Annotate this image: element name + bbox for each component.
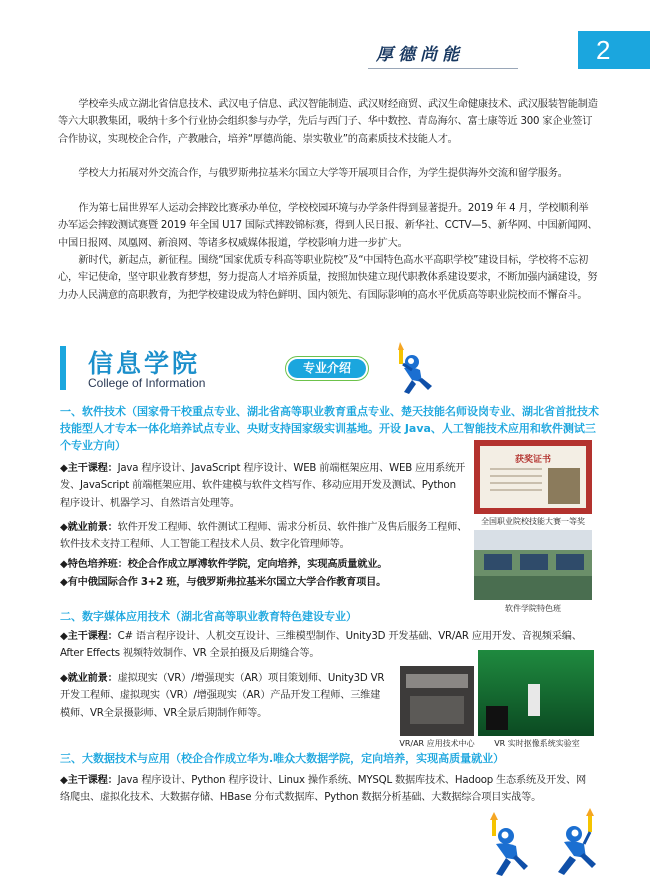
vr-ar-center-photo (400, 666, 474, 736)
major-intro-label: 专业介绍 (288, 359, 366, 378)
software-careers (60, 519, 468, 554)
intro-paragraph-2: 学校大力拓展对外交流合作，与俄罗斯弗拉基米尔国立大学等开展项目合作，为学生提供海外交流和留学服务。 (78, 168, 568, 179)
software-class-photo (474, 530, 592, 600)
digital-media-careers (60, 670, 390, 722)
page-number-tab: 2 (578, 31, 650, 69)
mascot-right-icon (540, 806, 610, 878)
motto-underline (368, 68, 518, 69)
item-text: 软件开发工程师、软件测试工程师、需求分析员、软件推广及售后服务工程师、软件技术支持工程师、人工智能工程技术人员、数字化管理师等。 (60, 522, 468, 551)
bullet-diamond: ◆ (60, 577, 68, 588)
item-label: 主干课程： (67, 463, 118, 474)
certificate-photo-thumb (548, 468, 580, 504)
software-courses (60, 460, 468, 512)
caption-vr-ar-center: VR/AR 应用技术中心 (399, 739, 475, 748)
bullet-diamond: ◆ (60, 775, 68, 786)
item-label: 主干课程： (67, 631, 118, 642)
bullet-diamond: ◆ (60, 559, 68, 570)
section-title-digital-media: 二、数字媒体应用技术（湖北省高等职业教育特色建设专业） (60, 610, 357, 623)
item-text: Java 程序设计、JavaScript 程序设计、WEB 前端框架应用、WEB 应用系统开发、JavaScript 前端框架应用、软件建模与软件文档写作、移动应用开发及测试、Python 程序设计、机器学习、自然语言处理等。 (60, 463, 466, 509)
college-name-en: College of Information (88, 376, 206, 390)
vr-keying-lab-photo (478, 650, 594, 736)
caption-award: 全国职业院校技能大赛一等奖 (481, 517, 585, 526)
motto-title: 厚德尚能 (376, 45, 464, 65)
bullet-diamond: ◆ (60, 463, 68, 474)
mascot-left-icon (470, 810, 536, 878)
college-name-cn: 信息学院 (88, 349, 201, 378)
caption-vr-keying-lab: VR 实时抠像系统实验室 (494, 739, 580, 748)
item-text: 有中俄国际合作 3+2 班，与俄罗斯弗拉基米尔国立大学合作教育项目。 (67, 577, 387, 588)
item-text: Java 程序设计、Python 程序设计、Linux 操作系统、MYSQL 数据库技术、Hadoop 生态系统及开发、网络爬虫、虚拟化技术、大数据存储、HBase 分布式数据库、Python 数据分析基础、大数据综合项目实战等。 (60, 775, 586, 804)
bullet-diamond: ◆ (60, 522, 68, 533)
intro-paragraph-4: 新时代，新起点，新征程。围绕“国家优质专科高等职业院校”及“中国特色高水平高职学校”建设目标，学校将不忘初心，牢记使命，坚守职业教育梦想，努力提高人才培养质量，按照加快建立现代职教体系建设要求，不断加强内涵建设，努力办人民满意的高职教育，为把学校建设成为特色鲜明、国内领先、有国际影响的高水平优质高等职业院校而不懈奋斗。 (58, 255, 598, 301)
section-title-big-data: 三、大数据技术与应用（校企合作成立华为.唯众大数据学院，定向培养，实现高质量就业） (60, 752, 505, 765)
item-text: 虚拟现实（VR）/增强现实（AR）项目策划师、Unity3D VR开发工程师、虚拟现实（VR）/增强现实（AR）产品开发工程师、三维建模师、VR全景摄影师、VR全景后期制作师等。 (60, 673, 385, 719)
bullet-diamond: ◆ (60, 631, 68, 642)
software-special-class (60, 556, 470, 573)
item-text: C# 语言程序设计、人机交互设计、三维模型制作、Unity3D 开发基础、VR/AR 应用开发、音视频采编、After Effects 视频特效制作、VR 全景拍摄及后期缝合等。 (60, 631, 582, 660)
intro-paragraph-1: 学校牵头成立湖北省信息技术、武汉电子信息、武汉智能制造、武汉财经商贸、武汉生命健康技术、武汉服装智能制造等六大职教集团，吸纳十多个行业协会组织参与办学，先后与西门子、华中数控、青岛海尔、富士康等近 300 家企业签订合作协议，实现校企合作，产教融合，培养“厚德尚能、崇实敬业”的高素质技术技能人才。 (58, 99, 598, 145)
software-international-class (60, 574, 470, 591)
big-data-courses (60, 772, 594, 807)
item-text: 特色培养班：校企合作成立厚溥软件学院，定向培养，实现高质量就业。 (67, 559, 388, 570)
award-certificate-photo (474, 440, 592, 514)
certificate-title: 获奖证书 (514, 455, 551, 465)
item-label: 就业前景： (67, 522, 118, 533)
mascot-runner-icon (382, 340, 440, 398)
college-accent-bar (60, 346, 66, 390)
item-label: 主干课程： (67, 775, 118, 786)
intro-paragraph-3: 作为第七届世界军人运动会摔跤比赛承办单位，学校校园环境与办学条件得到显著提升。2019 年 4 月，学校顺利举办军运会摔跤测试赛暨 2019 年全国 U17 国际式摔跤锦标赛，得到人民日报、新华社、CCTV—5、新华网、中国新闻网、中国日报网、凤凰网、新浪网、等诸多权威媒体报道，学校影响力进一步扩大。 (58, 203, 598, 249)
caption-software-class: 软件学院特色班 (505, 604, 561, 613)
item-label: 就业前景： (67, 673, 118, 684)
section-title-software: 一、软件技术（国家骨干校重点专业、湖北省高等职业教育重点专业、楚天技能名师设岗专业、湖北省首批技术技能型人才专本一体化培养试点专业、央财支持国家级实训基地。开设 Java、人工智能技术应用和软件测试三个专业方向） (60, 405, 599, 452)
bullet-diamond: ◆ (60, 673, 68, 684)
major-intro-badge (285, 356, 369, 381)
